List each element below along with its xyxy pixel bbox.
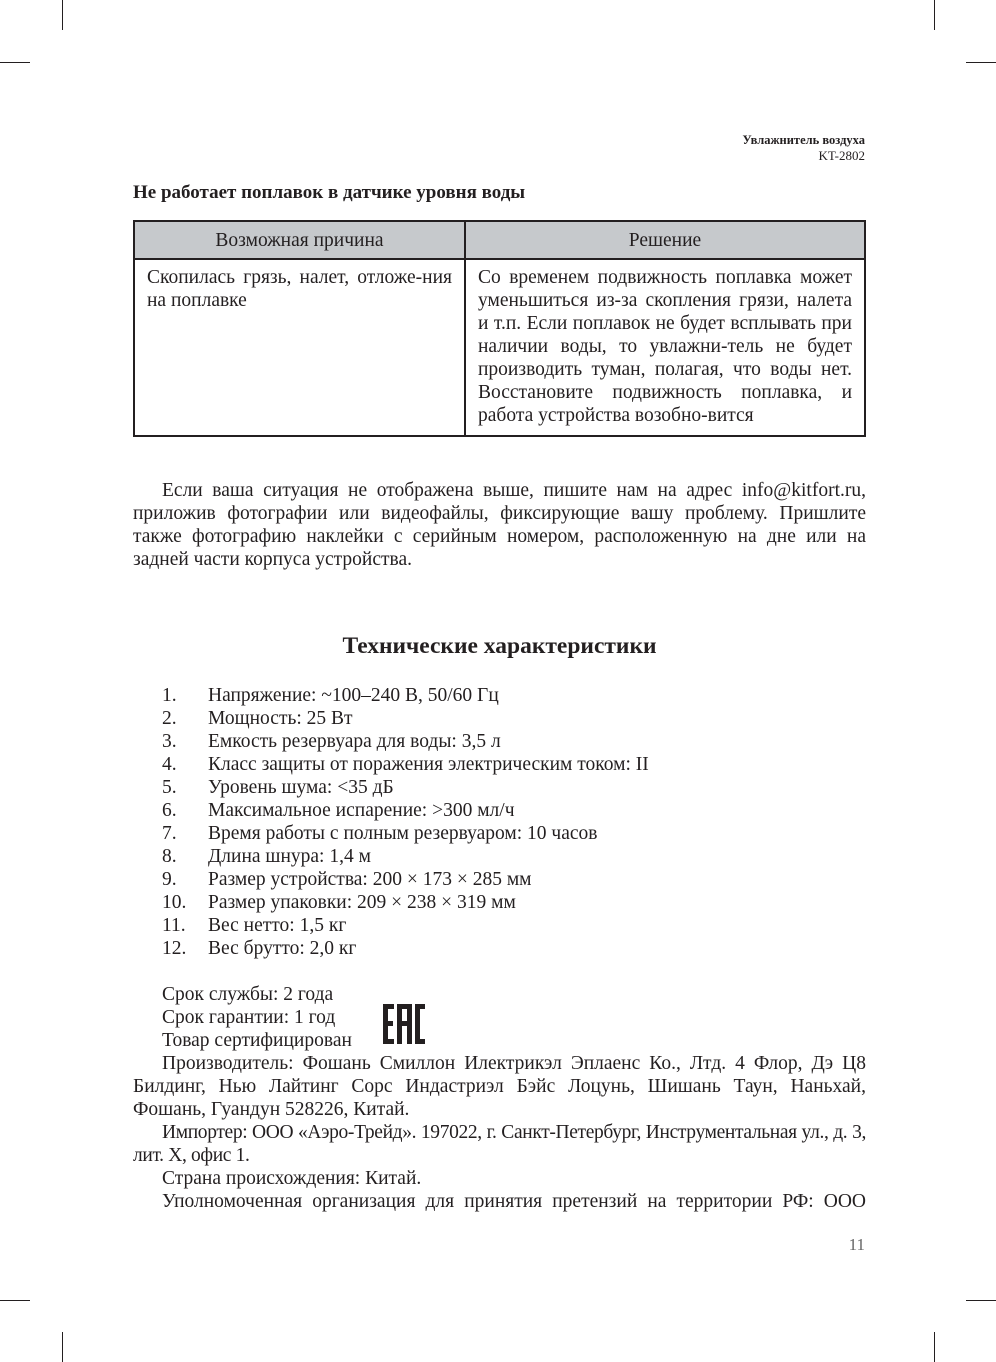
- spec-text: Размер упаковки: 209 × 238 × 319 мм: [208, 892, 516, 913]
- spec-text: Мощность: 25 Вт: [208, 708, 353, 729]
- column-header-cause: Возможная причина: [134, 221, 465, 259]
- contact-paragraph: Если ваша ситуация не отображена выше, пишите нам на адрес info@kitfort.ru, приложив фотографии или видеофайлы, фиксирующие вашу проблему. Пришлите также фотографию наклейки с серийным номером, расположенную на дне или на задней части корпуса устройства.: [133, 480, 866, 570]
- section-heading: Не работает поплавок в датчике уровня воды: [133, 182, 526, 203]
- table-row: [134, 259, 865, 436]
- spec-text: Размер устройства: 200 × 173 × 285 мм: [208, 869, 532, 890]
- manufacturer-paragraph: Производитель: Фошань Смиллон Илектрикэл Эплаенс Ко., Лтд. 4 Флор, Дэ Ц8 Билдинг, Нью Лайтинг Сорс Индастриэл Бэйс Лоцунь, Шишань Таун, Наньхай, Фошань, Гуандун 528226, Китай.: [133, 1053, 866, 1120]
- spec-item: [162, 753, 649, 776]
- spec-text: Вес нетто: 1,5 кг: [208, 915, 347, 936]
- spec-number: 3.: [162, 731, 177, 752]
- table-header-row: [134, 221, 865, 259]
- spec-item: [162, 730, 649, 753]
- spec-item: [162, 684, 649, 707]
- running-head-product: Увлажнитель воздуха: [742, 133, 865, 147]
- cell-cause: Скопилась грязь, налет, отложе-ния на поплавке: [134, 259, 465, 436]
- spec-item: [162, 707, 649, 730]
- spec-number: 6.: [162, 800, 177, 821]
- spec-number: 9.: [162, 869, 177, 890]
- crop-mark: [966, 62, 996, 63]
- spec-item: [162, 799, 649, 822]
- spec-text: Класс защиты от поражения электрическим током: II: [208, 754, 649, 775]
- spec-item: [162, 868, 649, 891]
- specs-list: [162, 684, 649, 960]
- crop-mark: [0, 1300, 30, 1301]
- spec-number: 11.: [162, 915, 186, 936]
- service-life: Срок службы: 2 года: [162, 984, 334, 1005]
- origin-paragraph: Страна происхождения: Китай.: [162, 1168, 422, 1189]
- spec-number: 8.: [162, 846, 177, 867]
- spec-item: [162, 937, 649, 960]
- spec-text: Уровень шума: <35 дБ: [208, 777, 394, 798]
- spec-number: 2.: [162, 708, 177, 729]
- cell-solution: Со временем подвижность поплавка может уменьшиться из-за скопления грязи, налета и т.п. Если поплавок не будет всплывать при наличии воды, то увлажни-тель не будет производить туман, полагая, что воды нет. Восстановите подвижность поплавка, и работа устройства возобно-вится: [465, 259, 865, 436]
- page-number: 11: [848, 1235, 865, 1254]
- spec-item: [162, 776, 649, 799]
- spec-item: [162, 891, 649, 914]
- spec-text: Напряжение: ~100–240 В, 50/60 Гц: [208, 685, 499, 706]
- crop-mark: [0, 62, 30, 63]
- spec-number: 12.: [162, 938, 187, 959]
- authorized-org-paragraph: Уполномоченная организация для принятия претензий на территории РФ: ООО: [162, 1191, 866, 1212]
- specs-title: Технические характеристики: [342, 633, 657, 659]
- crop-mark: [966, 1300, 996, 1301]
- spec-text: Время работы с полным резервуаром: 10 часов: [208, 823, 598, 844]
- crop-mark: [62, 1332, 63, 1362]
- crop-mark: [934, 0, 935, 30]
- spec-text: Максимальное испарение: >300 мл/ч: [208, 800, 515, 821]
- spec-number: 1.: [162, 685, 177, 706]
- eac-certification-mark-icon: [382, 1003, 426, 1045]
- column-header-solution: Решение: [465, 221, 865, 259]
- spec-text: Вес брутто: 2,0 кг: [208, 938, 357, 959]
- spec-text: Длина шнура: 1,4 м: [208, 846, 371, 867]
- spec-item: [162, 914, 649, 937]
- troubleshooting-table: [133, 220, 866, 437]
- spec-item: [162, 845, 649, 868]
- spec-number: 7.: [162, 823, 177, 844]
- crop-mark: [62, 0, 63, 30]
- spec-number: 4.: [162, 754, 177, 775]
- importer-paragraph: Импортер: ООО «Аэро-Трейд». 197022, г. Санкт-Петербург, Инструментальная ул., д. 3, лит. X, офис 1.: [133, 1122, 866, 1166]
- crop-mark: [934, 1332, 935, 1362]
- spec-number: 10.: [162, 892, 187, 913]
- certified-note: Товар сертифицирован: [162, 1030, 352, 1051]
- warranty-term: Срок гарантии: 1 год: [162, 1007, 336, 1028]
- running-head: [742, 132, 865, 164]
- running-head-model: KT-2802: [818, 148, 865, 163]
- spec-item: [162, 822, 649, 845]
- spec-number: 5.: [162, 777, 177, 798]
- spec-text: Емкость резервуара для воды: 3,5 л: [208, 731, 501, 752]
